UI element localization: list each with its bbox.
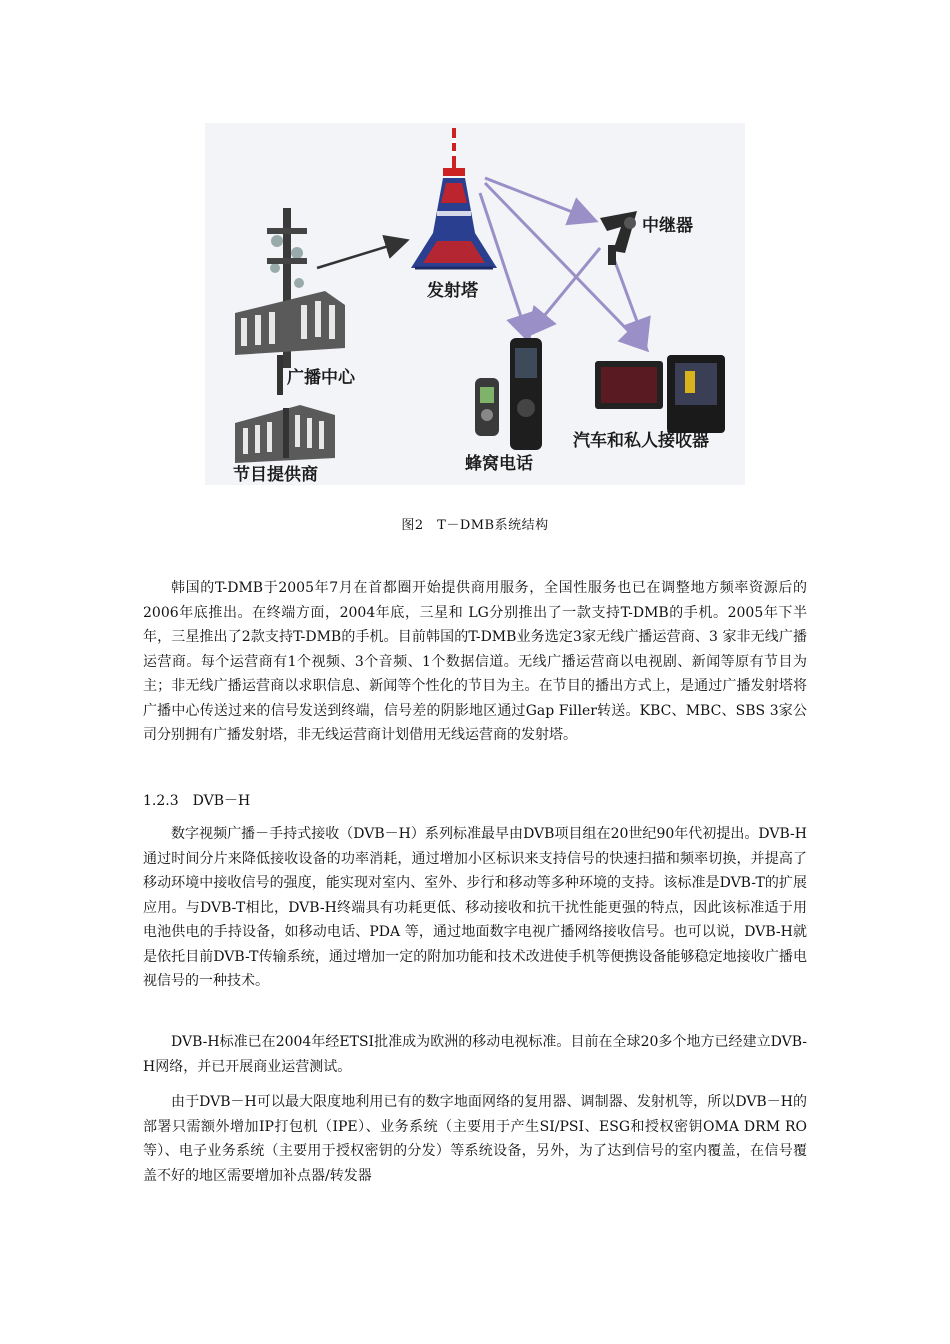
cellphone-icon — [475, 338, 542, 450]
paragraph-tdmb: 韩国的T-DMB于2005年7月在首都圈开始提供商用服务，全国性服务也已在调整地方频率资源后的2006年底推出。在终端方面，2004年底，三星和 LG分别推出了一款支持T-DMB的手机。2005年下半年，三星推出了2款支持T-DMB的手机。目前韩国的T-DMB业务选定3家无线广播运营商、3 家非无线广播运营商。每个运营商有1个视频、3个音频、1个数据信道。无线广播运营商以电视剧、新闻等原有节目为主；非无线广播运营商以求职信息、新闻等个性化的节目为主。在节目的播出方式上，是通过广播发射塔将广播中心传送过来的信号发送到终端，信号差的阴影地区通过Gap Filler转送。KBC、MBC、SBS 3家公司分别拥有广播发射塔，非无线运营商计划借用无线运营商的发射塔。 — [143, 580, 807, 743]
broadcast-center-label: 广播中心 — [287, 368, 355, 388]
figure-caption: 图2 T－DMB系统结构 — [401, 518, 549, 533]
center-to-tower-arrow — [317, 241, 405, 268]
paragraph-dvbh-intro: 数字视频广播－手持式接收（DVB－H）系列标准最早由DVB项目组在20世纪90年代初提出。DVB-H通过时间分片来降低接收设备的功率消耗，通过增加小区标识来支持信号的快速扫描和频率切换，并提高了移动环境中接收信号的强度，能实现对室内、室外、步行和移动等多种环境的支持。该标准是DVB-T的扩展应用。与DVB-T相比，DVB-H终端具有功耗更低、移动接收和抗干扰性能更强的特点，因此该标准适于用电池供电的手持设备，如移动电话、PDA 等，通过地面数字电视广播网络接收信号。也可以说，DVB-H就是依托目前DVB-T传输系统，通过增加一定的附加功能和技术改进使手机等便携设备能够稳定地接收广播电视信号的一种技术。 — [143, 826, 807, 989]
section-heading: 1.2.3 DVB－H — [143, 793, 251, 809]
repeater-icon — [600, 211, 637, 265]
provider-building-icon — [235, 405, 335, 463]
repeater-label: 中继器 — [642, 216, 693, 236]
system-diagram — [205, 123, 745, 485]
tower-icon — [411, 128, 497, 268]
provider-label: 节目提供商 — [233, 465, 318, 485]
cellphone-label: 蜂窝电话 — [465, 454, 533, 474]
tower-label: 发射塔 — [427, 281, 478, 301]
signal-arrows — [480, 178, 645, 348]
paragraph-dvbh-deployment: 由于DVB－H可以最大限度地利用已有的数字地面网络的复用器、调制器、发射机等，所以DVB－H的部署只需额外增加IP打包机（IPE）、业务系统（主要用于产生SI/PSI、ESG和授权密钥OMA DRM RO等）、电子业务系统（主要用于授权密钥的分发）等系统设备，另外，为了达到信号的室内覆盖，在信号覆盖不好的地区需要增加补点器/转发器 — [143, 1094, 807, 1184]
receiver-icon — [595, 355, 725, 433]
car-receiver-label: 汽车和私人接收器 — [573, 431, 709, 451]
paragraph-dvbh-standard: DVB-H标准已在2004年经ETSI批准成为欧洲的移动电视标准。目前在全球20多个地方已经建立DVB-H网络，并已开展商业运营测试。 — [143, 1034, 807, 1075]
